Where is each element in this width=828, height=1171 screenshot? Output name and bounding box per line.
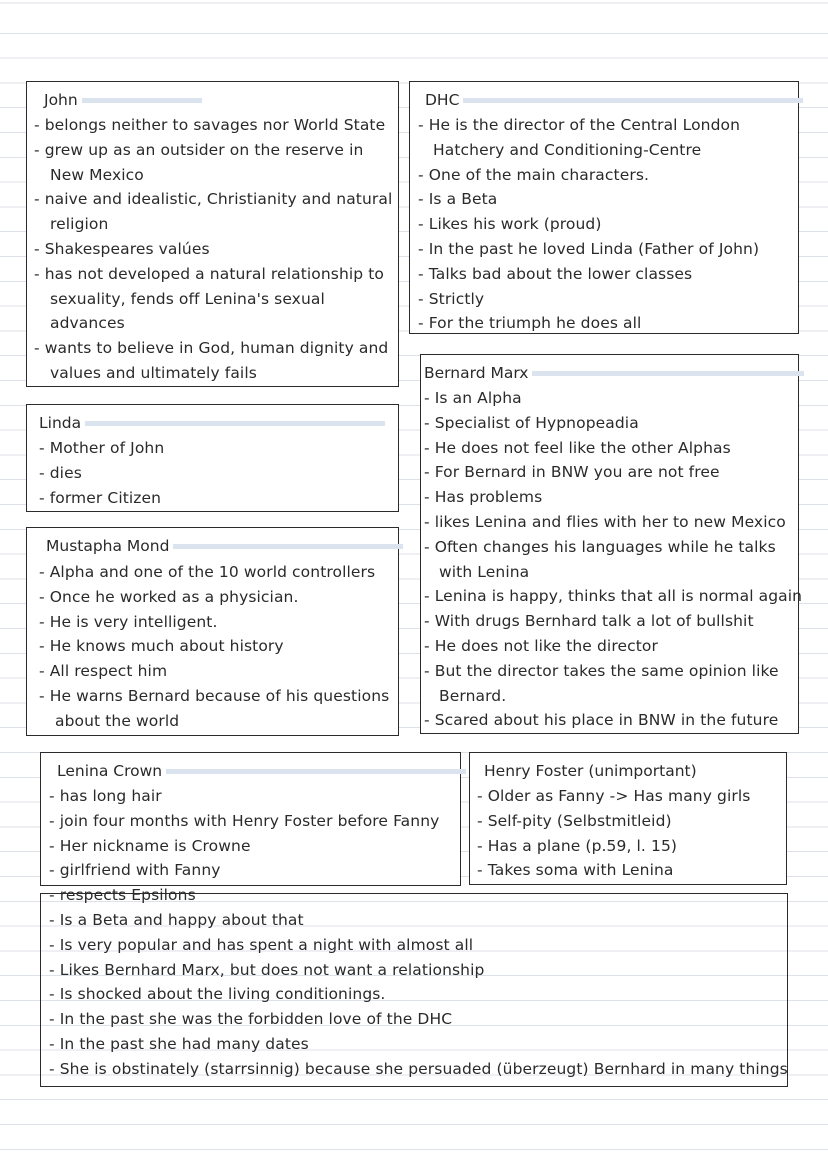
- lenina-line: - has long hair: [49, 787, 162, 805]
- mustapha-line: - All respect him: [39, 662, 168, 681]
- dhc-line: Hatchery and Conditioning-Centre: [433, 140, 702, 159]
- dhc-line: - Likes his work (proud): [418, 215, 602, 234]
- lenina-line: - join four months with Henry Foster before Fanny: [49, 811, 440, 830]
- john-title-rule: [82, 98, 202, 103]
- bernard-line: Bernard.: [439, 686, 507, 705]
- bernard-line: - Often changes his languages while he talks: [424, 537, 776, 556]
- dhc-line: - Talks bad about the lower classes: [418, 264, 693, 283]
- john-line: - wants to believe in God, human dignity and: [34, 339, 389, 358]
- mustapha-title-text: Mustapha Mond: [46, 537, 170, 555]
- bernard-title: [424, 363, 804, 383]
- mustapha-line: - Once he worked as a physician.: [39, 587, 299, 606]
- dhc-line: - He is the director of the Central London: [418, 116, 741, 134]
- john-line: religion: [50, 215, 109, 234]
- bernard-line: - He does not like the director: [424, 637, 658, 655]
- john-line: - belongs neither to savages nor World State: [34, 116, 386, 134]
- linda-title-text: Linda: [39, 414, 82, 432]
- lenina-line: - She is obstinately (starrsinnig) because she persuaded (überzeugt) Bernhard in many things: [49, 1059, 788, 1078]
- mustapha-line: - Alpha and one of the 10 world controllers: [39, 563, 376, 581]
- henry-line: - Has a plane (p.59, l. 15): [477, 836, 678, 855]
- bernard-line: - Is an Alpha: [424, 389, 522, 407]
- bernard-line: - Scared about his place in BNW in the future: [424, 711, 779, 730]
- bernard-title-text: Bernard Marx: [424, 364, 529, 382]
- henry-line: - Takes soma with Lenina: [477, 861, 674, 880]
- lenina-line: - Is a Beta and happy about that: [49, 911, 304, 929]
- lenina-line: - Is very popular and has spent a night with almost all: [49, 935, 474, 954]
- mustapha-line: about the world: [55, 711, 180, 730]
- john-line: - Shakespeares valúes: [34, 240, 210, 258]
- john-line: - naive and idealistic, Christianity and natural: [34, 190, 393, 209]
- linda-line: - Mother of John: [39, 439, 165, 457]
- john-line: values and ultimately fails: [50, 364, 257, 382]
- dhc-title-rule: [463, 98, 803, 103]
- bernard-line: - But the director takes the same opinion like: [424, 661, 779, 680]
- dhc-title-text: DHC: [425, 91, 460, 109]
- lenina-line: - Likes Bernhard Marx, but does not want a relationship: [49, 960, 485, 979]
- henry-title-text: Henry Foster (unimportant): [484, 762, 697, 780]
- bernard-title-rule: [532, 371, 804, 376]
- bernard-line: - Has problems: [424, 488, 543, 507]
- bernard-line: - For Bernard in BNW you are not free: [424, 463, 720, 482]
- john-title-text: John: [44, 91, 78, 109]
- bernard-line: with Lenina: [439, 562, 530, 581]
- dhc-title: [425, 90, 803, 110]
- lenina-line: - respects Epsilons: [49, 886, 196, 905]
- lenina-title-text: Lenina Crown: [57, 762, 163, 780]
- lenina-line: - girlfriend with Fanny: [49, 861, 221, 880]
- dhc-line: - For the triumph he does all: [418, 314, 642, 333]
- bernard-line: - Specialist of Hypnopeadia: [424, 413, 639, 432]
- dhc-line: - Strictly: [418, 289, 485, 308]
- mustapha-line: - He knows much about history: [39, 637, 284, 656]
- john-line: New Mexico: [50, 165, 144, 184]
- linda-title: [39, 413, 385, 433]
- linda-line: - dies: [39, 463, 82, 482]
- lenina-title: [57, 761, 466, 781]
- john-line: advances: [50, 314, 125, 333]
- dhc-line: - One of the main characters.: [418, 165, 650, 184]
- john-title: [44, 90, 202, 110]
- mustapha-line: - He is very intelligent.: [39, 612, 218, 631]
- lenina-line: - In the past she was the forbidden love of the DHC: [49, 1010, 453, 1029]
- linda-title-rule: [85, 421, 385, 426]
- henry-line: - Older as Fanny -> Has many girls: [477, 787, 751, 805]
- mustapha-title-rule: [173, 544, 403, 549]
- lenina-line: - In the past she had many dates: [49, 1035, 309, 1053]
- bernard-line: - Lenina is happy, thinks that all is normal again: [424, 587, 803, 606]
- mustapha-title: [46, 536, 403, 556]
- mustapha-line: - He warns Bernard because of his questions: [39, 687, 390, 705]
- lenina-line: - Is shocked about the living conditionings.: [49, 985, 386, 1004]
- lenina-title-rule: [166, 769, 466, 774]
- henry-line: - Self-pity (Selbstmitleid): [477, 811, 672, 830]
- john-line: - has not developed a natural relationship to: [34, 264, 385, 283]
- bernard-line: - likes Lenina and flies with her to new Mexico: [424, 513, 786, 531]
- dhc-line: - Is a Beta: [418, 190, 498, 209]
- bernard-line: - He does not feel like the other Alphas: [424, 438, 731, 457]
- henry-title: [484, 761, 697, 781]
- lenina-line: - Her nickname is Crowne: [49, 836, 251, 855]
- linda-line: - former Citizen: [39, 488, 162, 507]
- bernard-line: - With drugs Bernhard talk a lot of bullshit: [424, 612, 754, 631]
- john-line: - grew up as an outsider on the reserve in: [34, 140, 364, 159]
- john-line: sexuality, fends off Lenina's sexual: [50, 289, 325, 308]
- dhc-line: - In the past he loved Linda (Father of John): [418, 240, 760, 258]
